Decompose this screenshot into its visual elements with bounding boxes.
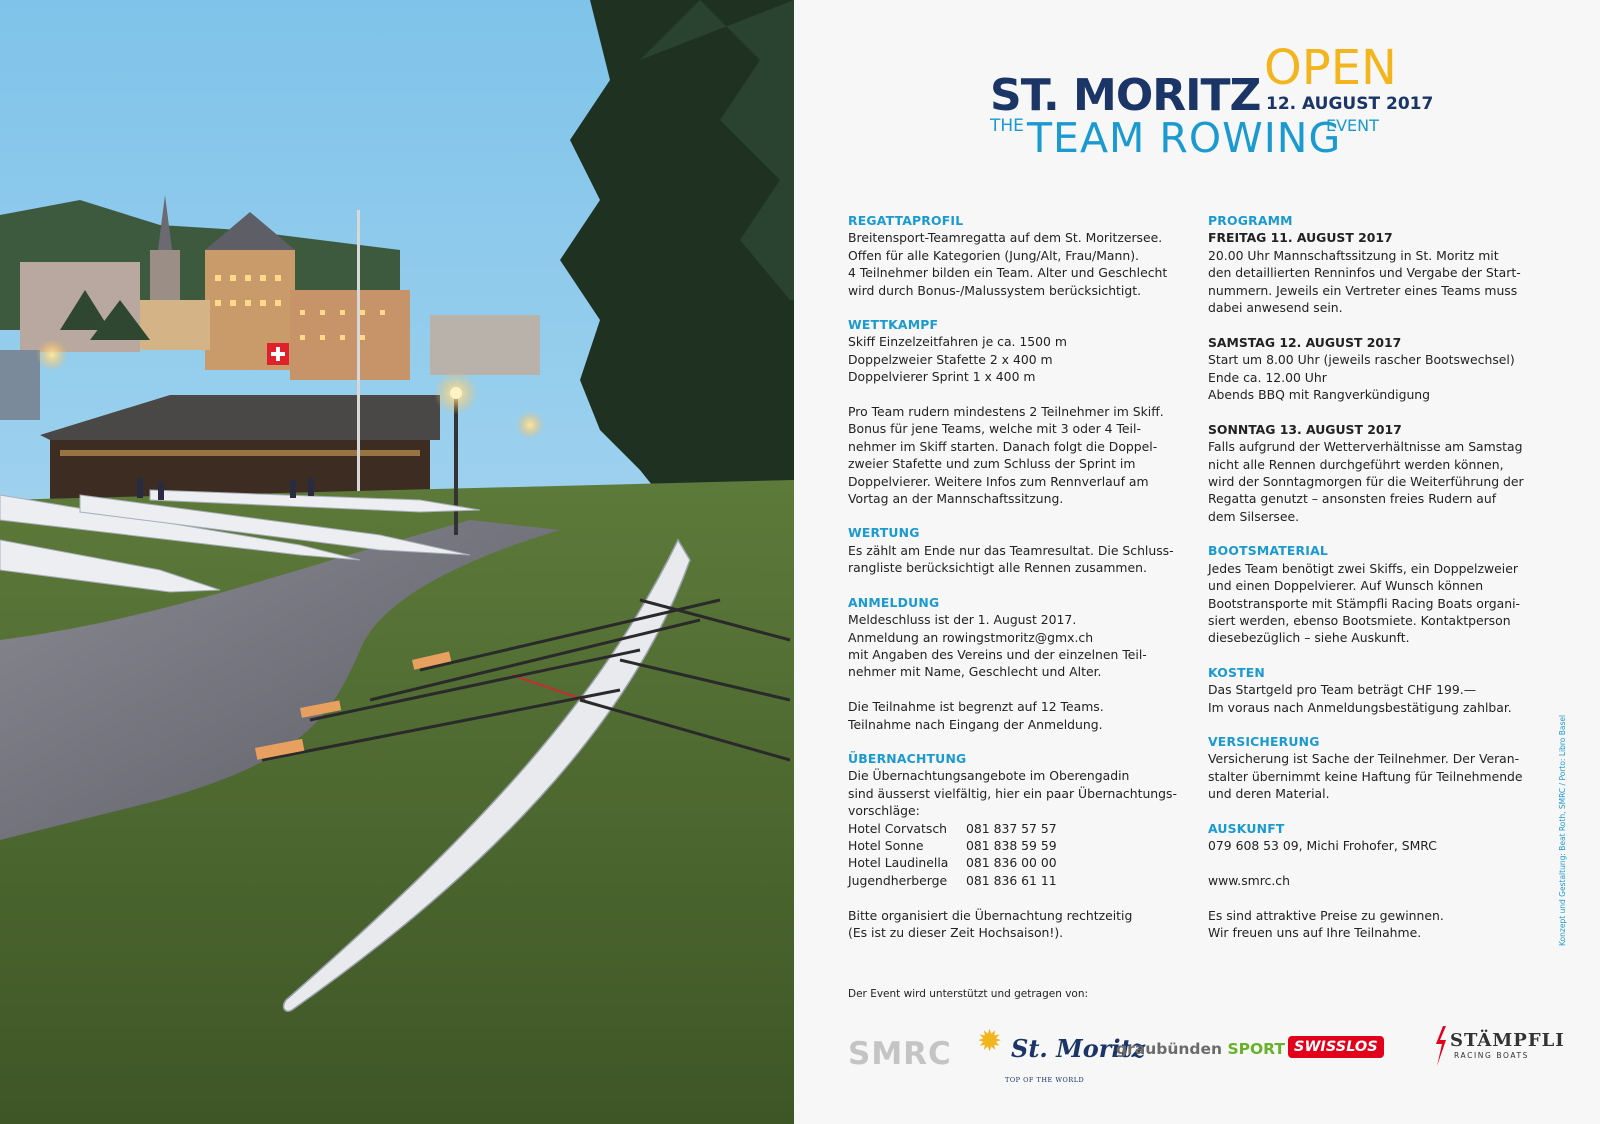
text-line: Es zählt am Ende nur das Teamresultat. Die Schluss-: [848, 542, 1174, 558]
section-heading: KOSTEN: [1208, 664, 1265, 680]
section-heading: REGATTAPROFIL: [848, 213, 964, 228]
hero-photo: [0, 0, 794, 1124]
text-line: Vortag an der Mannschaftssitzung.: [848, 491, 1064, 507]
title-event: EVENT: [1326, 116, 1379, 135]
text-line: 20.00 Uhr Mannschaftssitzung in St. Moritz mit: [1208, 247, 1499, 263]
text-line: mit Angaben des Vereins und der einzelnen Teil-: [848, 646, 1147, 662]
swisslos-logo: SWISSLOS: [1288, 1036, 1384, 1058]
title-team-rowing: TEAM ROWING: [1027, 114, 1342, 162]
st-moritz-logo: [977, 1020, 1146, 1090]
day-heading: SONNTAG 13. AUGUST 2017: [1208, 421, 1402, 437]
text-line: Skiff Einzelzeitfahren je ca. 1500 m: [848, 334, 1067, 350]
text-line: (Es ist zu dieser Zeit Hochsaison!).: [848, 924, 1064, 940]
section-wertung: [848, 524, 1188, 576]
text-line: Wir freuen uns auf Ihre Teilnahme.: [1208, 924, 1422, 940]
text-line: Teilnahme nach Eingang der Anmeldung.: [848, 716, 1103, 732]
section-anmeldung: [848, 594, 1188, 733]
day-heading: FREITAG 11. AUGUST 2017: [1208, 230, 1393, 246]
text-line: Doppelvierer Sprint 1 x 400 m: [848, 369, 1036, 385]
section-heading: WETTKAMPF: [848, 317, 939, 333]
text-line: Das Startgeld pro Team beträgt CHF 199.—: [1208, 682, 1477, 698]
text-line: und einen Doppelvierer. Auf Wunsch können: [1208, 578, 1484, 594]
text-line: den detaillierten Renninfos und Vergabe der Start-: [1208, 265, 1521, 281]
sun-icon: ✹: [977, 1024, 1003, 1059]
text-line: dabei anwesend sein.: [1208, 300, 1343, 316]
hotel-phone: 081 836 61 11: [966, 872, 1057, 888]
text-line: Meldeschluss ist der 1. August 2017.: [848, 612, 1077, 628]
smrc-logo: SMRC: [848, 1036, 952, 1072]
text-line: stalter übernimmt keine Haftung für Teilnehmende: [1208, 768, 1523, 784]
graubuenden-wordmark: graubünden: [1116, 1040, 1223, 1058]
text-line: diesebezüglich – siehe Auskunft.: [1208, 630, 1410, 646]
text-line: Abends BBQ mit Rangverkündigung: [1208, 387, 1431, 403]
text-line: Die Übernachtungsangebote im Oberengadin: [848, 768, 1130, 784]
text-line: und deren Material.: [1208, 786, 1330, 802]
contact-phone: 079 608 53 09, Michi Frohofer, SMRC: [1208, 837, 1437, 853]
hotel-row: [848, 837, 1188, 854]
staempfli-subtitle: RACING BOATS: [1454, 1051, 1530, 1060]
text-line: Pro Team rudern mindestens 2 Teilnehmer im Skiff.: [848, 404, 1164, 420]
text-line: Jedes Team benötigt zwei Skiffs, ein Doppelzweier: [1208, 560, 1518, 576]
text-line: Offen für alle Kategorien (Jung/Alt, Frau/Mann).: [848, 247, 1139, 263]
title-st-moritz: ST. MORITZ: [990, 70, 1261, 121]
text-line: Im voraus nach Anmeldungsbestätigung zahlbar.: [1208, 699, 1512, 715]
text-line: wird der Sonntagmorgen für die Weiterführung der: [1208, 474, 1524, 490]
left-column: [848, 212, 1188, 941]
section-heading: VERSICHERUNG: [1208, 733, 1320, 749]
text-line: zweier Stafette und zum Schluss der Sprint im: [848, 456, 1136, 472]
section-regattaprofil: [848, 212, 1188, 299]
text-line: nicht alle Rennen durchgeführt werden können,: [1208, 456, 1504, 472]
day-heading: SAMSTAG 12. AUGUST 2017: [1208, 334, 1402, 350]
text-line: nehmer mit Name, Geschlecht und Alter.: [848, 664, 1102, 680]
st-moritz-wordmark: St. Moritz: [1011, 1034, 1146, 1063]
section-heading: BOOTSMATERIAL: [1208, 543, 1328, 559]
text-line: Versicherung ist Sache der Teilnehmer. Der Veran-: [1208, 751, 1520, 767]
text-line: Bootstransporte mit Stämpfli Racing Boats organi-: [1208, 595, 1520, 611]
section-auskunft: [1208, 820, 1548, 942]
section-heading: ANMELDUNG: [848, 594, 940, 610]
section-bootsmaterial: [1208, 542, 1548, 646]
title-the: THE: [990, 116, 1024, 136]
staempfli-wordmark: STÄMPFLI: [1450, 1030, 1565, 1051]
text-line: nehmer im Skiff starten. Danach folgt die Doppel-: [848, 438, 1158, 454]
graubuenden-sport-logo: [1116, 1040, 1285, 1058]
website-text: www.smrc.ch: [1208, 872, 1290, 888]
section-heading: AUSKUNFT: [1208, 820, 1285, 836]
sponsor-caption: Der Event wird unterstützt und getragen von:: [848, 988, 1089, 1000]
text-line: Start um 8.00 Uhr (jeweils rascher Bootswechsel): [1208, 352, 1515, 368]
text-line: wird durch Bonus-/Malussystem berücksichtigt.: [848, 282, 1142, 298]
section-uebernachtung: [848, 750, 1188, 941]
graubuenden-sport-word: SPORT: [1227, 1040, 1285, 1058]
hotel-name: Hotel Sonne: [848, 837, 924, 853]
section-programm: [1208, 212, 1548, 525]
text-line: vorschläge:: [848, 803, 920, 819]
event-date: 12. AUGUST 2017: [1266, 94, 1434, 114]
hotel-name: Hotel Laudinella: [848, 855, 949, 871]
hotel-name: Hotel Corvatsch: [848, 820, 947, 836]
text-line: Ende ca. 12.00 Uhr: [1208, 369, 1327, 385]
hotel-phone: 081 838 59 59: [966, 837, 1057, 853]
text-line: siert werden, ebenso Bootsmiete. Kontaktperson: [1208, 612, 1511, 628]
info-panel: [794, 0, 1600, 1124]
text-line: Die Teilnahme ist begrenzt auf 12 Teams.: [848, 699, 1104, 715]
text-line: nummern. Jeweils ein Vertreter eines Teams muss: [1208, 282, 1518, 298]
hotel-row: [848, 872, 1188, 889]
hotel-row: [848, 820, 1188, 837]
text-line: Bitte organisiert die Übernachtung rechtzeitig: [848, 907, 1133, 923]
text-line: Falls aufgrund der Wetterverhältnisse am Samstag: [1208, 439, 1523, 455]
text-line: sind äusserst vielfältig, hier ein paar Übernachtungs-: [848, 785, 1177, 801]
text-line: Breitensport-Teamregatta auf dem St. Moritzersee.: [848, 230, 1163, 246]
hotel-name: Jugendherberge: [848, 872, 948, 888]
design-credit: Konzept und Gestaltung: Beat Roth, SMRC / Porto: Libro Basel: [1558, 714, 1567, 946]
hotel-row: [848, 854, 1188, 871]
section-wettkampf: [848, 316, 1188, 507]
section-heading: PROGRAMM: [1208, 213, 1293, 228]
hotel-phone: 081 836 00 00: [966, 855, 1057, 871]
st-moritz-tagline: TOP OF THE WORLD: [1005, 1076, 1085, 1084]
section-versicherung: [1208, 733, 1548, 803]
text-line: 4 Teilnehmer bilden ein Team. Alter und Geschlecht: [848, 265, 1168, 281]
email-text: Anmeldung an rowingstmoritz@gmx.ch: [848, 629, 1094, 645]
text-line: Es sind attraktive Preise zu gewinnen.: [1208, 907, 1444, 923]
title-open: OPEN: [1264, 40, 1397, 96]
section-heading: WERTUNG: [848, 525, 920, 541]
staempfli-logo: [1434, 1026, 1565, 1076]
staempfli-mark-icon: [1434, 1026, 1448, 1066]
text-line: Doppelzweier Stafette 2 x 400 m: [848, 351, 1053, 367]
text-line: dem Silsersee.: [1208, 508, 1300, 524]
hotel-phone: 081 837 57 57: [966, 820, 1057, 836]
text-line: Regatta genutzt – ansonsten freies Rudern auf: [1208, 491, 1497, 507]
right-column: [1208, 212, 1548, 941]
text-line: Bonus für jene Teams, welche mit 3 oder 4 Teil-: [848, 421, 1141, 437]
section-heading: ÜBERNACHTUNG: [848, 750, 967, 766]
text-line: Doppelvierer. Weitere Infos zum Rennverlauf am: [848, 473, 1149, 489]
text-line: rangliste berücksichtigt alle Rennen zusammen.: [848, 560, 1147, 576]
section-kosten: [1208, 664, 1548, 716]
